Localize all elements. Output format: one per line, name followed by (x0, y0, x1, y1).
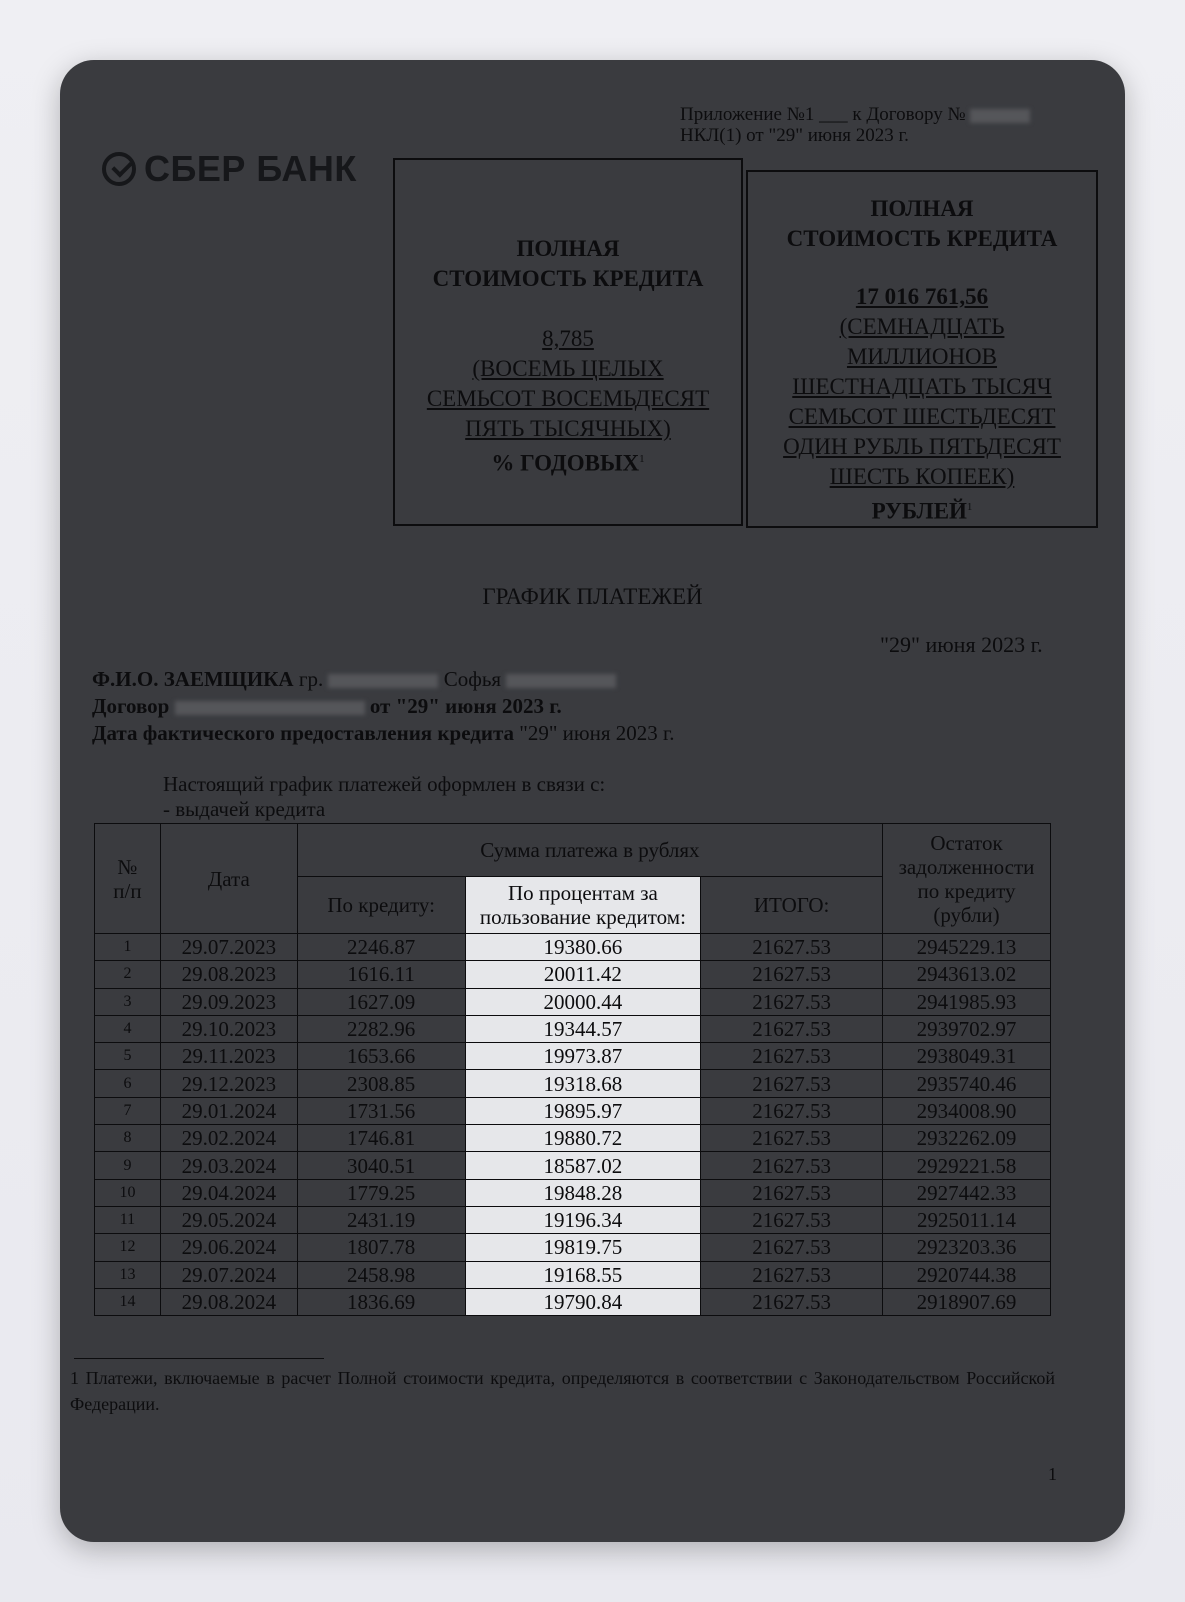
contract-date: от "29" июня 2023 г. (369, 694, 562, 718)
box2-title2: СТОИМОСТЬ КРЕДИТА (786, 226, 1058, 251)
box1-title1: ПОЛНАЯ (516, 236, 620, 261)
header-principal: По кредиту: (297, 877, 465, 934)
row-date: 29.08.2024 (160, 1288, 297, 1315)
row-total: 21627.53 (701, 961, 883, 988)
row-interest: 19168.55 (465, 1261, 701, 1288)
row-balance: 2920744.38 (883, 1261, 1051, 1288)
row-date: 29.07.2023 (160, 934, 297, 961)
sberbank-logo (102, 148, 357, 190)
row-date: 29.08.2023 (160, 961, 297, 988)
row-total: 21627.53 (701, 1043, 883, 1070)
row-balance: 2938049.31 (883, 1043, 1051, 1070)
row-principal: 1731.56 (297, 1097, 465, 1124)
row-total: 21627.53 (701, 1152, 883, 1179)
box2-words1: (СЕМНАДЦАТЬ (839, 314, 1005, 339)
row-total: 21627.53 (701, 1015, 883, 1042)
row-principal: 2431.19 (297, 1206, 465, 1233)
row-balance: 2941985.93 (883, 988, 1051, 1015)
logo-text: СБЕР БАНК (144, 148, 357, 189)
row-balance: 2934008.90 (883, 1097, 1051, 1124)
box1-unit: % ГОДОВЫХ (491, 450, 640, 476)
note-line2: - выдачей кредита (163, 797, 326, 821)
table-row (95, 1043, 1051, 1070)
redacted-surname (328, 674, 438, 688)
row-balance: 2935740.46 (883, 1070, 1051, 1097)
row-total: 21627.53 (701, 1097, 883, 1124)
box2-words3: ШЕСТНАДЦАТЬ ТЫСЯЧ (792, 374, 1052, 399)
row-date: 29.03.2024 (160, 1152, 297, 1179)
row-total: 21627.53 (701, 1179, 883, 1206)
schedule-note (163, 772, 605, 822)
row-number: 5 (95, 1043, 161, 1070)
row-principal: 1627.09 (297, 988, 465, 1015)
document-date: "29" июня 2023 г. (880, 632, 1043, 657)
row-principal: 2458.98 (297, 1261, 465, 1288)
box2-words5: ОДИН РУБЛЬ ПЯТЬДЕСЯТ (783, 434, 1061, 459)
row-interest: 19895.97 (465, 1097, 701, 1124)
page-number: 1 (1048, 1464, 1057, 1484)
footnote: 1 Платежи, включаемые в расчет Полной стоимости кредита, определяются в соответствии с Законодательством Российской Федерации. (70, 1368, 1055, 1414)
row-balance: 2932262.09 (883, 1125, 1051, 1152)
table-row (95, 961, 1051, 988)
row-balance: 2939702.97 (883, 1015, 1051, 1042)
row-date: 29.07.2024 (160, 1261, 297, 1288)
header-total: ИТОГО: (701, 877, 883, 934)
table-row (95, 1288, 1051, 1315)
borrower-prefix: гр. (298, 667, 324, 691)
appendix-line1: Приложение №1 ___ к Договору № (680, 104, 966, 125)
header-num: № п/п (95, 824, 161, 934)
row-total: 21627.53 (701, 1234, 883, 1261)
row-interest: 19196.34 (465, 1206, 701, 1233)
cost-percent-box (393, 158, 743, 526)
table-row (95, 1206, 1051, 1233)
redacted-contract-number (175, 701, 365, 715)
row-date: 29.10.2023 (160, 1015, 297, 1042)
box1-title2: СТОИМОСТЬ КРЕДИТА (432, 266, 704, 291)
redacted-patronymic (506, 674, 616, 688)
row-date: 29.12.2023 (160, 1070, 297, 1097)
row-interest: 19973.87 (465, 1043, 701, 1070)
header-interest: По процентам за пользование кредитом: (465, 877, 701, 934)
row-number: 13 (95, 1261, 161, 1288)
row-date: 29.09.2023 (160, 988, 297, 1015)
row-number: 4 (95, 1015, 161, 1042)
issue-date: "29" июня 2023 г. (519, 721, 675, 745)
row-principal: 1746.81 (297, 1125, 465, 1152)
borrower-first-name: Софья (443, 667, 502, 691)
row-principal: 2308.85 (297, 1070, 465, 1097)
borrower-info (92, 666, 675, 747)
row-balance: 2927442.33 (883, 1179, 1051, 1206)
row-number: 3 (95, 988, 161, 1015)
row-interest: 19819.75 (465, 1234, 701, 1261)
row-principal: 2282.96 (297, 1015, 465, 1042)
box1-words3: ПЯТЬ ТЫСЯЧНЫХ) (465, 416, 671, 441)
table-row (95, 1179, 1051, 1206)
box1-words2: СЕМЬСОТ ВОСЕМЬДЕСЯТ (426, 386, 710, 411)
sberbank-check-icon (102, 152, 136, 186)
row-interest: 19790.84 (465, 1288, 701, 1315)
row-interest: 18587.02 (465, 1152, 701, 1179)
row-date: 29.06.2024 (160, 1234, 297, 1261)
row-principal: 1616.11 (297, 961, 465, 988)
box2-title1: ПОЛНАЯ (870, 196, 974, 221)
row-date: 29.11.2023 (160, 1043, 297, 1070)
row-date: 29.04.2024 (160, 1179, 297, 1206)
box2-words2: МИЛЛИОНОВ (846, 344, 998, 369)
row-balance: 2943613.02 (883, 961, 1051, 988)
table-row (95, 988, 1051, 1015)
table-row (95, 1015, 1051, 1042)
row-interest: 19344.57 (465, 1015, 701, 1042)
row-number: 11 (95, 1206, 161, 1233)
row-principal: 1779.25 (297, 1179, 465, 1206)
payment-schedule-table (94, 823, 1051, 1316)
row-total: 21627.53 (701, 1070, 883, 1097)
table-row (95, 1070, 1051, 1097)
row-number: 6 (95, 1070, 161, 1097)
box2-words4: СЕМЬСОТ ШЕСТЬДЕСЯТ (788, 404, 1056, 429)
appendix-header (680, 104, 1030, 146)
row-number: 7 (95, 1097, 161, 1124)
table-row (95, 1097, 1051, 1124)
contract-label: Договор (92, 694, 170, 718)
row-number: 10 (95, 1179, 161, 1206)
appendix-line2: НКЛ(1) от "29" июня 2023 г. (680, 125, 909, 146)
row-number: 9 (95, 1152, 161, 1179)
table-row (95, 1234, 1051, 1261)
row-date: 29.02.2024 (160, 1125, 297, 1152)
footnote-divider (74, 1358, 324, 1359)
cost-amount-box (746, 170, 1098, 528)
table-row (95, 1125, 1051, 1152)
row-balance: 2945229.13 (883, 934, 1051, 961)
row-total: 21627.53 (701, 1125, 883, 1152)
box2-unit: РУБЛЕЙ (871, 498, 967, 524)
row-balance: 2923203.36 (883, 1234, 1051, 1261)
box2-value: 17 016 761,56 (855, 284, 989, 309)
row-date: 29.01.2024 (160, 1097, 297, 1124)
table-row (95, 934, 1051, 961)
document-photo (60, 60, 1125, 1542)
header-sum: Сумма платежа в рублях (297, 824, 882, 877)
row-total: 21627.53 (701, 988, 883, 1015)
row-principal: 2246.87 (297, 934, 465, 961)
row-balance: 2918907.69 (883, 1288, 1051, 1315)
header-balance: Остаток задолженности по кредиту (рубли) (883, 824, 1051, 934)
row-interest: 20000.44 (465, 988, 701, 1015)
row-date: 29.05.2024 (160, 1206, 297, 1233)
note-line1: Настоящий график платежей оформлен в связи с: (163, 772, 606, 796)
table-row (95, 1261, 1051, 1288)
box1-value: 8,785 (542, 326, 594, 351)
row-interest: 20011.42 (465, 961, 701, 988)
box2-sup: 1 (966, 501, 973, 513)
row-principal: 3040.51 (297, 1152, 465, 1179)
box1-sup: 1 (639, 453, 645, 465)
box2-words6: ШЕСТЬ КОПЕЕК) (829, 464, 1015, 489)
row-interest: 19380.66 (465, 934, 701, 961)
box1-words1: (ВОСЕМЬ ЦЕЛЫХ (472, 356, 664, 381)
row-number: 12 (95, 1234, 161, 1261)
redacted-number (970, 109, 1030, 123)
row-number: 14 (95, 1288, 161, 1315)
row-total: 21627.53 (701, 1206, 883, 1233)
issue-label: Дата фактического предоставления кредита (92, 721, 515, 745)
row-total: 21627.53 (701, 1288, 883, 1315)
row-number: 8 (95, 1125, 161, 1152)
borrower-label: Ф.И.О. ЗАЕМЩИКА (92, 667, 294, 691)
row-total: 21627.53 (701, 1261, 883, 1288)
row-interest: 19880.72 (465, 1125, 701, 1152)
row-principal: 1836.69 (297, 1288, 465, 1315)
row-interest: 19848.28 (465, 1179, 701, 1206)
row-interest: 19318.68 (465, 1070, 701, 1097)
table-row (95, 1152, 1051, 1179)
row-number: 1 (95, 934, 161, 961)
row-balance: 2929221.58 (883, 1152, 1051, 1179)
header-date: Дата (160, 824, 297, 934)
row-total: 21627.53 (701, 934, 883, 961)
row-principal: 1653.66 (297, 1043, 465, 1070)
row-principal: 1807.78 (297, 1234, 465, 1261)
row-balance: 2925011.14 (883, 1206, 1051, 1233)
row-number: 2 (95, 961, 161, 988)
schedule-title: ГРАФИК ПЛАТЕЖЕЙ (482, 584, 703, 609)
